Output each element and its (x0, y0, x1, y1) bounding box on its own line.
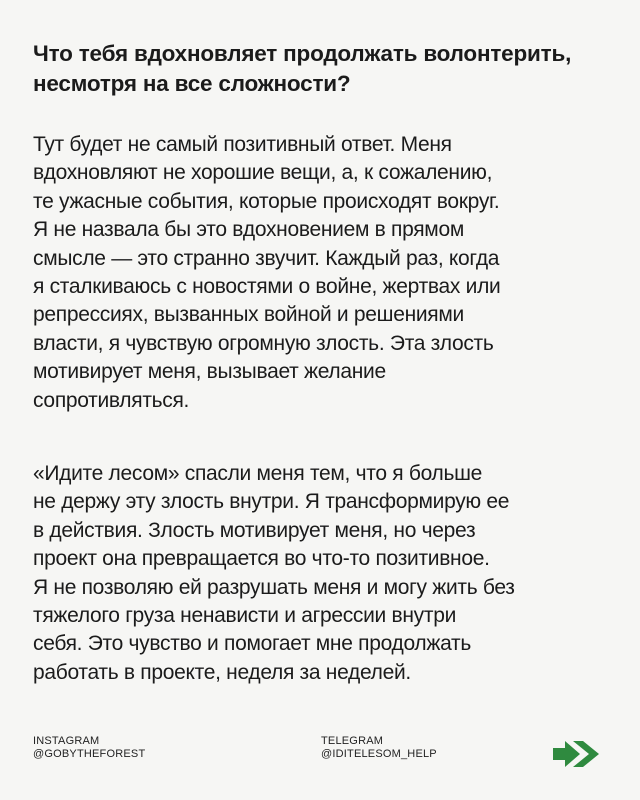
telegram-contact[interactable] (321, 735, 437, 761)
answer-line: себя. Это чувство и помогает мне продолжать (33, 632, 471, 656)
answer-paragraph-1 (33, 131, 618, 415)
answer-line: я сталкиваюсь с новостями о войне, жертвах или (33, 275, 501, 299)
arrow-chevron-1 (553, 741, 580, 767)
answer-line: смысле — это странно звучит. Каждый раз, когда (33, 246, 500, 270)
answer-line: репрессиях, вызванных войной и решениями (33, 303, 464, 327)
answer-line: проект она превращается во что-то позитивное. (33, 547, 490, 571)
answer-line: не держу эту злость внутри. Я трансформирую ее (33, 490, 510, 514)
answer-line: Я не назвала бы это вдохновением в прямом (33, 218, 464, 242)
instagram-label: INSTAGRAM (33, 735, 100, 747)
answer-line: тяжелого груза ненависти и агрессии внутри (33, 604, 457, 628)
telegram-handle[interactable]: @IDITELESOM_HELP (321, 748, 437, 760)
answer-line: власти, я чувствую огромную злость. Эта злость (33, 331, 494, 355)
answer-line: мотивирует меня, вызывает желание (33, 360, 386, 384)
answer-line: Тут будет не самый позитивный ответ. Меня (33, 133, 452, 156)
question-heading: Что тебя вдохновляет продолжать волонтерить, несмотря на все сложности? (33, 41, 572, 96)
answer-line: в действия. Злость мотивирует меня, но через (33, 518, 476, 542)
answer-line: «Идите лесом» спасли меня тем, что я больше (33, 462, 483, 485)
answer-line: сопротивляться. (33, 388, 190, 412)
answer-line: работать в проекте, неделя за неделей. (33, 660, 411, 684)
answer-paragraph-2 (33, 460, 618, 687)
instagram-handle[interactable]: @GOBYTHEFOREST (33, 748, 146, 760)
answer-line: Я не позволяю ей разрушать меня и могу жить без (33, 575, 515, 599)
answer-line: те ужасные события, которые происходят вокруг. (33, 189, 500, 213)
double-chevron-right-icon[interactable] (553, 739, 607, 769)
answer-line: вдохновляют не хорошие вещи, а, к сожалению, (33, 161, 493, 185)
footer (0, 735, 640, 775)
instagram-contact[interactable] (33, 735, 145, 761)
telegram-label: TELEGRAM (321, 735, 384, 747)
